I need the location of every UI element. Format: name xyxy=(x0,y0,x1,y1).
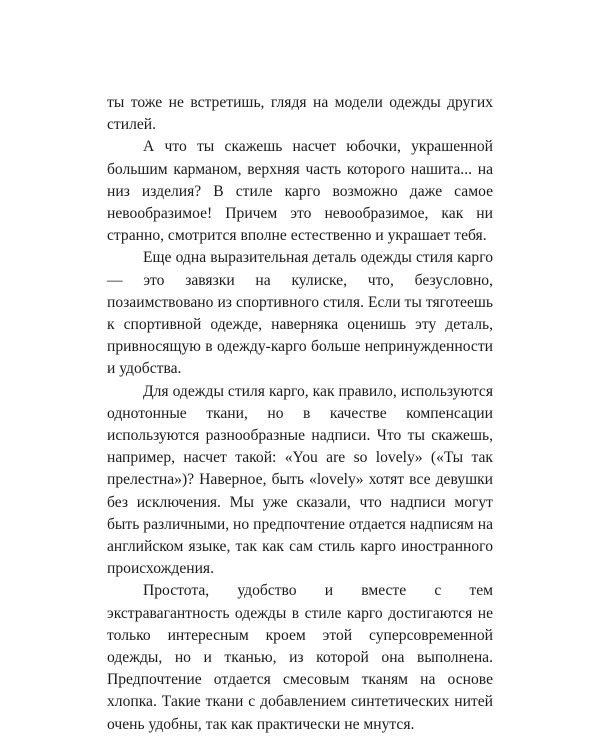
body-text xyxy=(107,92,493,736)
paragraph-fabrics: Простота, удобство и вместе с тем экстравагантность одежды в стиле карго достигаются не только интересным кроем этой суперсовременной одежды, но и тканью, из которой она выполнена. Предпочтение отдается смесовым тканям на основе хлопка. Такие ткани с добавлением синтетических нитей очень удобны, так как практически не мнутся. xyxy=(107,582,493,733)
paragraph-skirt-pocket: А что ты скажешь насчет юбочки, украшенной большим карманом, верхняя часть которого нашита... на низ изделия? В стиле карго возможно даже самое невообразимое! Причем это невообразимое, как ни странно, смотрится вполне естественно и украшает тебя. xyxy=(107,138,493,245)
paragraph-continuation: ты тоже не встретишь, глядя на модели одежды других стилей. xyxy=(107,94,493,134)
paragraph-drawstring: Еще одна выразительная деталь одежды стиля карго — это завязки на кулиске, что, безусловно, позаимствовано из спортивного стиля. Если ты тяготеешь к спортивной одежде, наверняка оценишь эту деталь, привносящую в одежду-карго больше непринужденности и удобства. xyxy=(107,249,493,378)
paragraph-inscriptions: Для одежды стиля карго, как правило, используются однотонные ткани, но в качестве компенсации используются разнообразные надписи. Что ты скажешь, например, насчет такой: «You are so lovely» («Ты так прелестна»)? Наверное, быть «lovely» хотят все девушки без исключения. Мы уже сказали, что надписи могут быть различными, но предпочтение отдается надписям на английском языке, так как сам стиль карго иностранного происхождения. xyxy=(107,382,493,578)
